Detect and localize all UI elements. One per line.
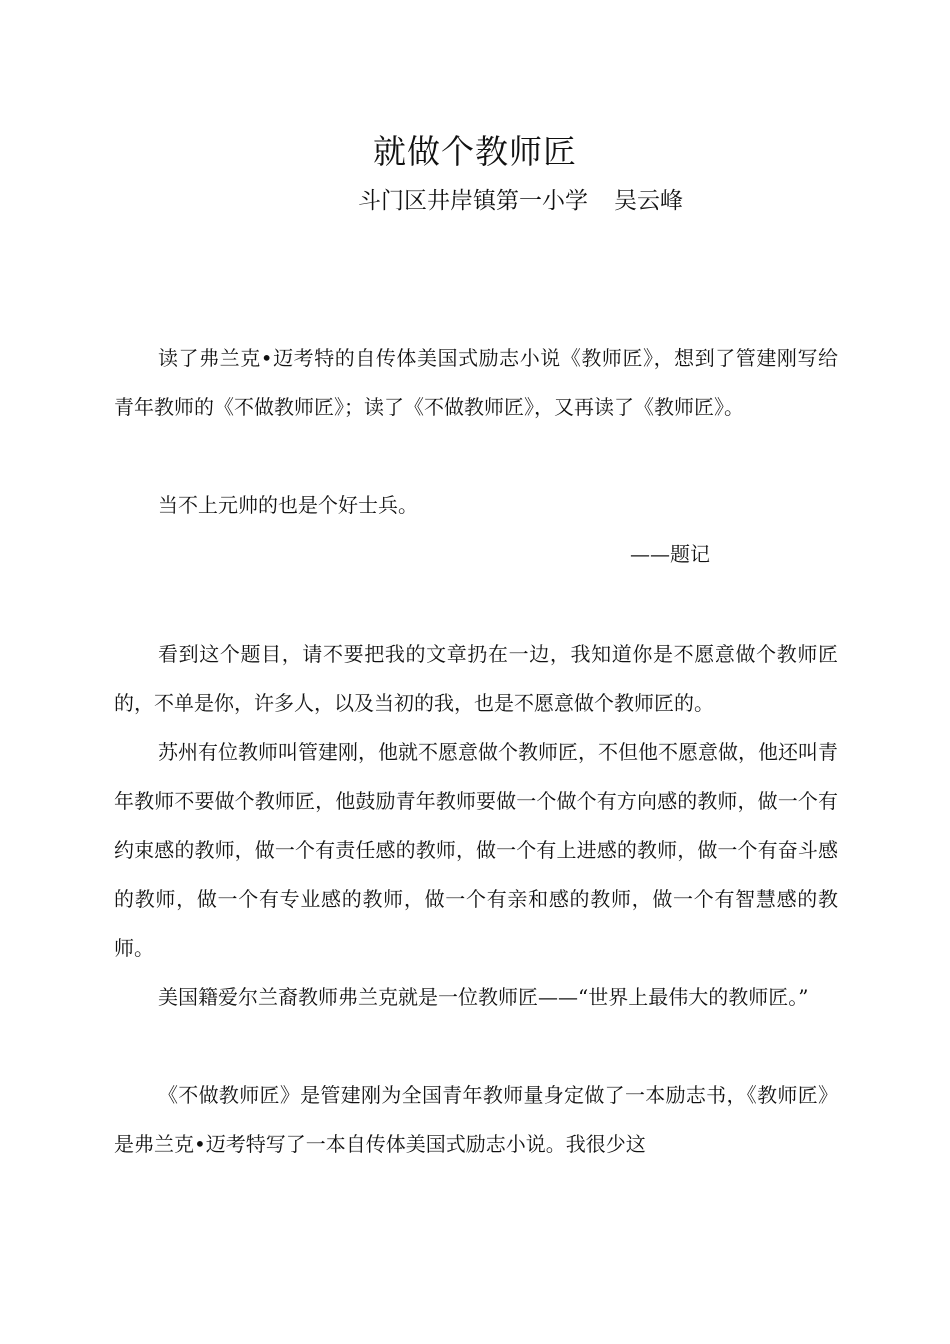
- body-paragraph-3: 美国籍爱尔兰裔教师弗兰克就是一位教师匠——“世界上最伟大的教师匠。”: [158, 985, 809, 1009]
- epigraph-paragraph-2: 当不上元帅的也是个好士兵。: [158, 493, 418, 517]
- author-school: 斗门区井岸镇第一小学: [358, 188, 588, 214]
- body-paragraph-2: 苏州有位教师叫管建刚，他就不愿意做个教师匠，不但他不愿意做，他还叫青年教师不要做个教师匠，他鼓励青年教师要做一个做个有方向感的教师，做一个有约束感的教师，做一个有责任感的教师，做一个有上进感的教师，做一个有奋斗感的教师，做一个有专业感的教师，做一个有亲和感的教师，做一个有智慧感的教师。: [114, 740, 838, 960]
- epigraph-signature: ——题记: [630, 542, 710, 566]
- epigraph-paragraph-1: 读了弗兰克•迈考特的自传体美国式励志小说《教师匠》，想到了管建刚写给青年教师的《不做教师匠》；读了《不做教师匠》，又再读了《教师匠》。: [114, 346, 838, 419]
- body-paragraph-4: 《不做教师匠》是管建刚为全国青年教师量身定做了一本励志书，《教师匠》是弗兰克•迈考特写了一本自传体美国式励志小说。我很少这: [114, 1083, 838, 1156]
- author-line: [358, 184, 683, 218]
- body-paragraph-1: 看到这个题目，请不要把我的文章扔在一边，我知道你是不愿意做个教师匠的，不单是你，许多人，以及当初的我，也是不愿意做个教师匠的。: [114, 642, 838, 715]
- author-name: 吴云峰: [614, 188, 683, 214]
- document-title: 就做个教师匠: [373, 132, 577, 171]
